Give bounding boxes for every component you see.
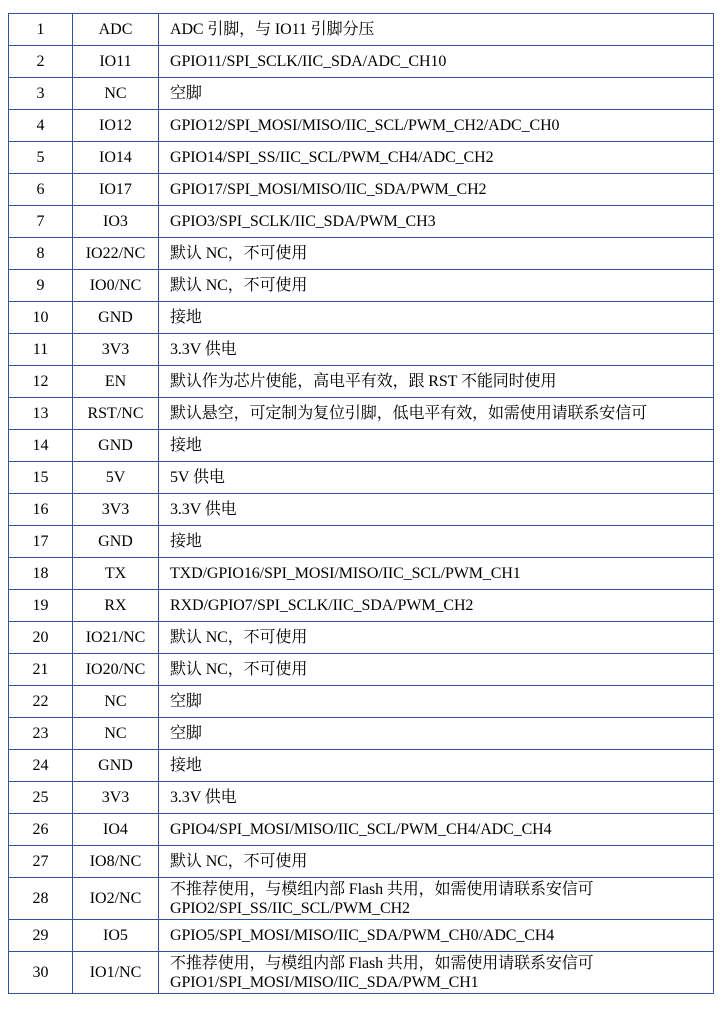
pin-description <box>159 174 714 206</box>
pin-number: 16 <box>9 494 73 526</box>
pin-number: 17 <box>9 526 73 558</box>
pin-number: 13 <box>9 398 73 430</box>
pin-description <box>159 952 714 994</box>
table-row <box>9 750 714 782</box>
pin-description-line: 默认作为芯片使能，高电平有效，跟 RST 不能同时使用 <box>170 373 557 390</box>
table-row <box>9 782 714 814</box>
pin-name: 3V3 <box>73 494 159 526</box>
pin-description-line: 3.3V 供电 <box>170 341 237 358</box>
pin-name: RST/NC <box>73 398 159 430</box>
pin-name: IO14 <box>73 142 159 174</box>
pin-description-line: GPIO12/SPI_MOSI/MISO/IIC_SCL/PWM_CH2/ADC_CH0 <box>170 117 560 134</box>
pin-description <box>159 526 714 558</box>
table-row <box>9 142 714 174</box>
pin-description <box>159 110 714 142</box>
pin-number: 28 <box>9 878 73 920</box>
pin-name: IO21/NC <box>73 622 159 654</box>
table-row <box>9 686 714 718</box>
pin-description <box>159 782 714 814</box>
pin-name: NC <box>73 78 159 110</box>
table-row <box>9 398 714 430</box>
pin-number: 14 <box>9 430 73 462</box>
pin-description <box>159 270 714 302</box>
table-row <box>9 334 714 366</box>
pin-name: GND <box>73 302 159 334</box>
table-row <box>9 46 714 78</box>
table-row <box>9 462 714 494</box>
table-row <box>9 430 714 462</box>
pin-number: 11 <box>9 334 73 366</box>
pin-description <box>159 334 714 366</box>
pin-number: 8 <box>9 238 73 270</box>
table-row <box>9 814 714 846</box>
pin-name: NC <box>73 718 159 750</box>
pin-number: 1 <box>9 14 73 46</box>
pin-number: 30 <box>9 952 73 994</box>
table-row <box>9 206 714 238</box>
table-row <box>9 622 714 654</box>
pin-name: IO3 <box>73 206 159 238</box>
table-row <box>9 718 714 750</box>
pin-number: 20 <box>9 622 73 654</box>
pin-description <box>159 686 714 718</box>
pin-description <box>159 750 714 782</box>
pin-description-line: 接地 <box>170 437 202 454</box>
table-row <box>9 878 714 920</box>
pin-description-line: GPIO3/SPI_SCLK/IIC_SDA/PWM_CH3 <box>170 213 436 230</box>
pin-description <box>159 142 714 174</box>
pin-name: GND <box>73 526 159 558</box>
pin-number: 2 <box>9 46 73 78</box>
pin-number: 21 <box>9 654 73 686</box>
table-row <box>9 654 714 686</box>
pin-name: IO11 <box>73 46 159 78</box>
pin-number: 5 <box>9 142 73 174</box>
table-row <box>9 174 714 206</box>
pin-description <box>159 462 714 494</box>
table-row <box>9 270 714 302</box>
pin-description-line: TXD/GPIO16/SPI_MOSI/MISO/IIC_SCL/PWM_CH1 <box>170 565 521 582</box>
pin-description <box>159 718 714 750</box>
pin-number: 10 <box>9 302 73 334</box>
pin-number: 24 <box>9 750 73 782</box>
pin-description-line: ADC 引脚，与 IO11 引脚分压 <box>170 21 375 38</box>
pin-number: 15 <box>9 462 73 494</box>
pin-name: GND <box>73 750 159 782</box>
pin-name: TX <box>73 558 159 590</box>
pin-description <box>159 878 714 920</box>
pin-description-line: 接地 <box>170 757 202 774</box>
pin-description <box>159 558 714 590</box>
pin-description-line: 5V 供电 <box>170 469 225 486</box>
pin-description-line: 不推荐使用，与模组内部 Flash 共用，如需使用请联系安信可 <box>170 880 594 898</box>
pin-description-line: 默认 NC，不可使用 <box>170 661 308 678</box>
pin-description-line: GPIO5/SPI_MOSI/MISO/IIC_SDA/PWM_CH0/ADC_CH4 <box>170 927 555 944</box>
pin-description-line: RXD/GPIO7/SPI_SCLK/IIC_SDA/PWM_CH2 <box>170 597 474 614</box>
table-row <box>9 846 714 878</box>
table-row <box>9 920 714 952</box>
pin-name: IO0/NC <box>73 270 159 302</box>
pin-description <box>159 366 714 398</box>
table-row <box>9 366 714 398</box>
pin-description-line: 空脚 <box>170 725 202 742</box>
pin-number: 19 <box>9 590 73 622</box>
pin-description <box>159 398 714 430</box>
table-row <box>9 14 714 46</box>
pin-description-line: GPIO11/SPI_SCLK/IIC_SDA/ADC_CH10 <box>170 53 447 70</box>
pin-description <box>159 46 714 78</box>
pin-number: 4 <box>9 110 73 142</box>
table-row <box>9 558 714 590</box>
table-row <box>9 238 714 270</box>
pin-name: 5V <box>73 462 159 494</box>
table-row <box>9 494 714 526</box>
pin-description-line: GPIO4/SPI_MOSI/MISO/IIC_SCL/PWM_CH4/ADC_CH4 <box>170 821 552 838</box>
pin-number: 26 <box>9 814 73 846</box>
pin-description <box>159 206 714 238</box>
table-row <box>9 110 714 142</box>
pin-number: 18 <box>9 558 73 590</box>
table-row <box>9 590 714 622</box>
pin-description-line: GPIO17/SPI_MOSI/MISO/IIC_SDA/PWM_CH2 <box>170 181 487 198</box>
pin-description <box>159 494 714 526</box>
pin-description-line: 默认 NC，不可使用 <box>170 245 308 262</box>
pin-description-line: 接地 <box>170 309 202 326</box>
pin-number: 12 <box>9 366 73 398</box>
pin-number: 9 <box>9 270 73 302</box>
pin-number: 6 <box>9 174 73 206</box>
pin-name: IO5 <box>73 920 159 952</box>
pin-name: 3V3 <box>73 782 159 814</box>
pin-description-line: GPIO2/SPI_SS/IIC_SCL/PWM_CH2 <box>170 899 410 917</box>
pin-description-line: 3.3V 供电 <box>170 789 237 806</box>
pin-description <box>159 302 714 334</box>
table-row <box>9 526 714 558</box>
pin-description <box>159 814 714 846</box>
pin-description <box>159 238 714 270</box>
table-row <box>9 952 714 994</box>
pin-name: IO4 <box>73 814 159 846</box>
pin-description-line: 默认 NC，不可使用 <box>170 277 308 294</box>
pin-number: 3 <box>9 78 73 110</box>
pin-name: IO17 <box>73 174 159 206</box>
pin-description <box>159 14 714 46</box>
pin-name: IO1/NC <box>73 952 159 994</box>
pin-number: 29 <box>9 920 73 952</box>
pin-description <box>159 920 714 952</box>
pin-name: IO22/NC <box>73 238 159 270</box>
pin-description-line: GPIO14/SPI_SS/IIC_SCL/PWM_CH4/ADC_CH2 <box>170 149 494 166</box>
pin-name: ADC <box>73 14 159 46</box>
pin-name: GND <box>73 430 159 462</box>
pin-description-line: GPIO1/SPI_MOSI/MISO/IIC_SDA/PWM_CH1 <box>170 973 479 991</box>
pin-name: EN <box>73 366 159 398</box>
pin-table-body <box>9 14 714 994</box>
pin-name: IO20/NC <box>73 654 159 686</box>
pin-description-line: 空脚 <box>170 85 202 102</box>
pin-description-line: 接地 <box>170 533 202 550</box>
pin-description <box>159 846 714 878</box>
pin-description-line: 默认 NC，不可使用 <box>170 853 308 870</box>
pin-description <box>159 78 714 110</box>
pin-name: 3V3 <box>73 334 159 366</box>
pin-description-line: 3.3V 供电 <box>170 501 237 518</box>
pin-number: 27 <box>9 846 73 878</box>
pin-number: 22 <box>9 686 73 718</box>
pin-number: 25 <box>9 782 73 814</box>
pin-description <box>159 430 714 462</box>
table-row <box>9 78 714 110</box>
pin-description <box>159 622 714 654</box>
pin-definition-table <box>8 13 714 994</box>
pin-name: RX <box>73 590 159 622</box>
pin-name: IO8/NC <box>73 846 159 878</box>
pin-name: IO2/NC <box>73 878 159 920</box>
pin-description <box>159 590 714 622</box>
pin-number: 7 <box>9 206 73 238</box>
pin-name: IO12 <box>73 110 159 142</box>
pin-description-line: 空脚 <box>170 693 202 710</box>
table-row <box>9 302 714 334</box>
pin-description <box>159 654 714 686</box>
pin-name: NC <box>73 686 159 718</box>
pin-description-line: 不推荐使用，与模组内部 Flash 共用，如需使用请联系安信可 <box>170 954 594 972</box>
pin-description-line: 默认悬空，可定制为复位引脚，低电平有效，如需使用请联系安信可 <box>170 405 648 422</box>
pin-number: 23 <box>9 718 73 750</box>
pin-description-line: 默认 NC，不可使用 <box>170 629 308 646</box>
